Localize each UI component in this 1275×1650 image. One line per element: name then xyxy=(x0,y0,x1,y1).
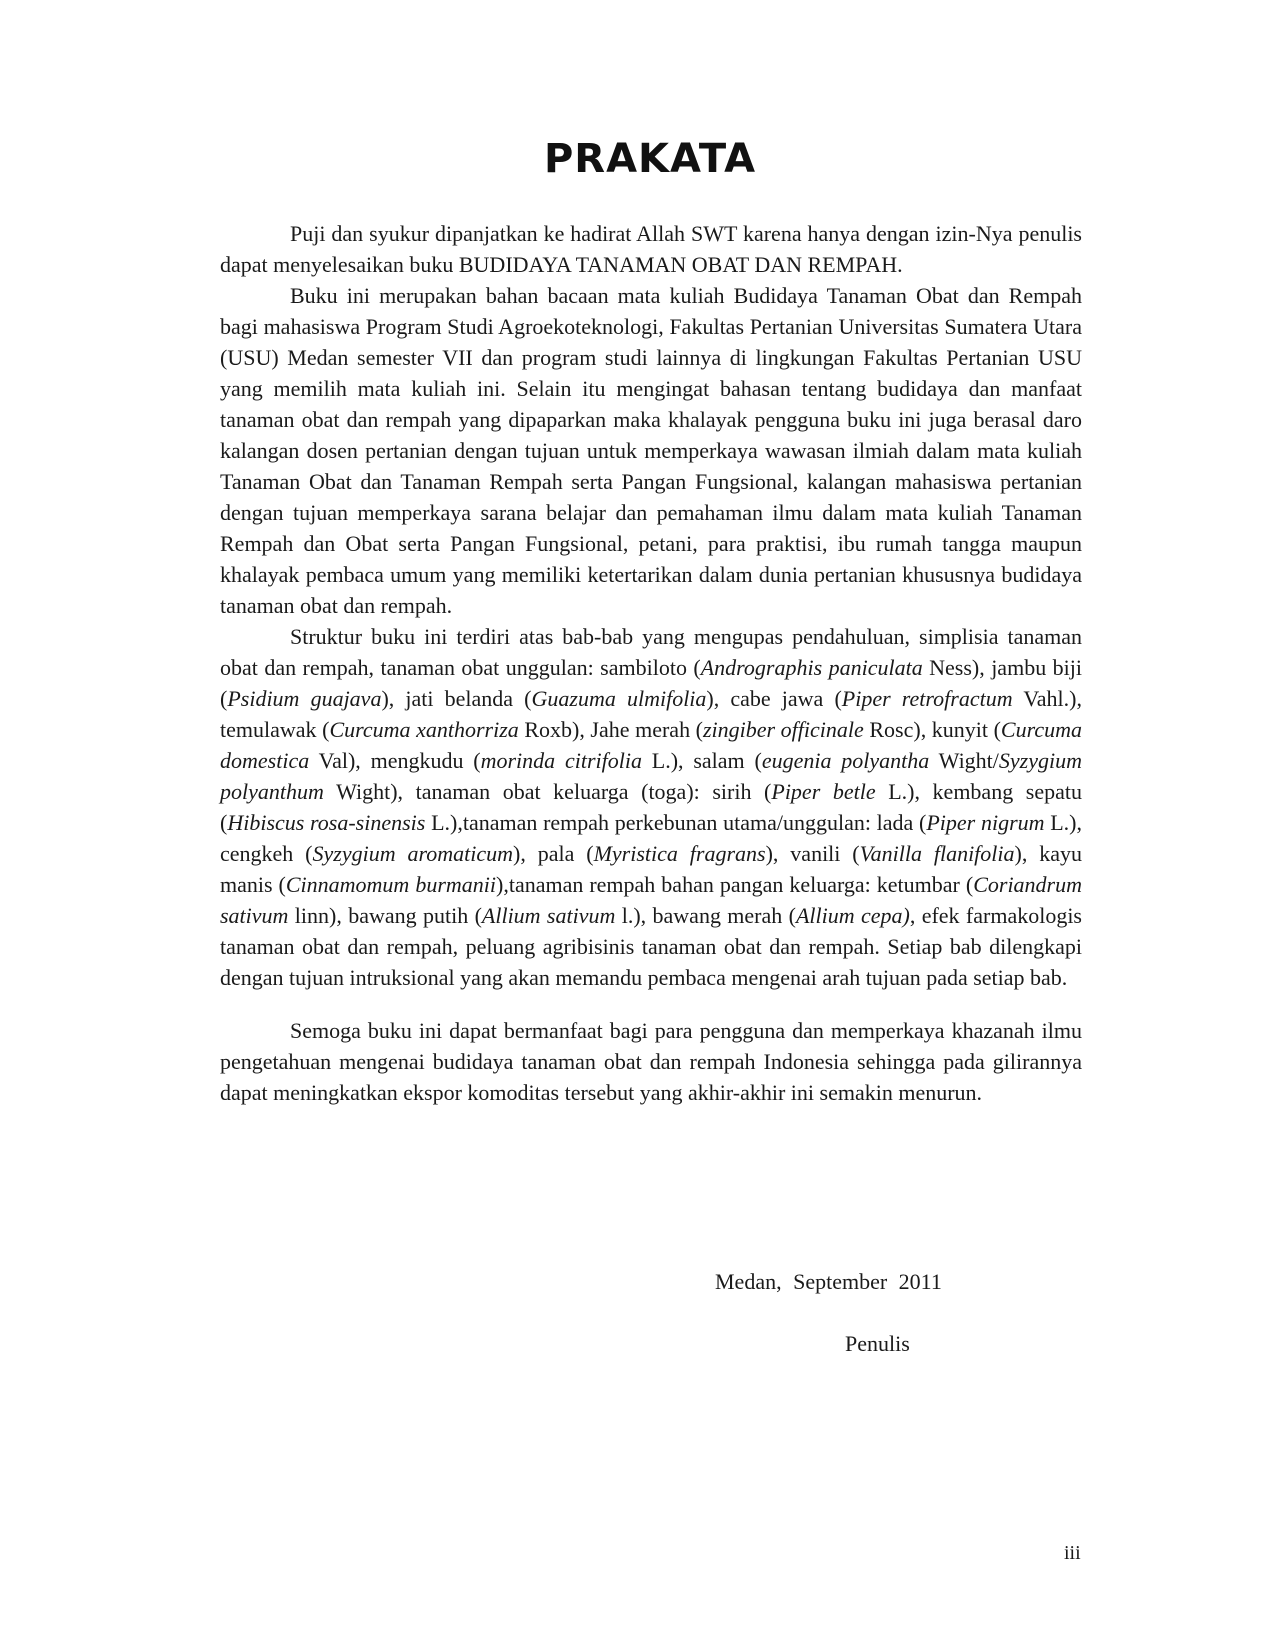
text-run: , efek farmakologis tanaman obat dan rempah, peluang agribisinis tanaman obat dan rempah. Setiap bab dilengkapi dengan tujuan intruksional yang akan memandu pembaca mengenai arah tujuan pada setiap bab. xyxy=(220,903,1082,990)
text-run: L.), kembang sepatu ( xyxy=(220,779,1082,835)
species-name: Myristica fragrans xyxy=(593,841,766,866)
species-name: Andrographis paniculata xyxy=(700,655,923,680)
text-run: Rosc), kunyit ( xyxy=(863,717,1001,742)
species-name: Coriandrum sativum xyxy=(220,872,1082,928)
species-name: Guazuma ulmifolia xyxy=(531,686,707,711)
paragraph-4: Semoga buku ini dapat bermanfaat bagi para pengguna dan memperkaya khazanah ilmu pengetahuan mengenai budidaya tanaman obat dan rempah Indonesia sehingga pada gilirannya dapat meningkatkan ekspor komoditas tersebut yang akhir-akhir ini semakin menurun. xyxy=(220,1018,1082,1105)
species-name: Allium cepa) xyxy=(795,903,910,928)
text-run: l.), bawang merah ( xyxy=(615,903,796,928)
paragraph-3 xyxy=(220,621,1082,993)
text-run: ), kayu manis ( xyxy=(220,841,1083,897)
text-run: ),tanaman rempah bahan pangan keluarga: ketumbar ( xyxy=(496,872,974,897)
text-run: L.), cengkeh ( xyxy=(220,810,1082,866)
text-run: Roxb), Jahe merah ( xyxy=(518,717,703,742)
text-run: Vahl.), temulawak ( xyxy=(220,686,1082,742)
text-run: ), vanili ( xyxy=(765,841,860,866)
species-name: Syzygium aromaticum xyxy=(312,841,514,866)
text-run: Struktur buku ini terdiri atas bab-bab yang mengupas pendahuluan, simplisia tanaman obat dan rempah, tanaman obat unggulan: sambiloto ( xyxy=(220,624,1082,680)
species-name: Piper retrofractum xyxy=(841,686,1013,711)
text-run: L.), salam ( xyxy=(641,748,762,773)
text-run: Val), mengkudu ( xyxy=(309,748,481,773)
species-name: Piper betle xyxy=(771,779,876,804)
text-run: L.),tanaman rempah perkebunan utama/unggulan: lada ( xyxy=(425,810,927,835)
text-run: ), jati belanda ( xyxy=(381,686,532,711)
text-run: linn), bawang putih ( xyxy=(288,903,482,928)
paragraph-2: Buku ini merupakan bahan bacaan mata kuliah Budidaya Tanaman Obat dan Rempah bagi mahasiswa Program Studi Agroekoteknologi, Fakultas Pertanian Universitas Sumatera Utara (USU) Medan semester VII dan program studi lainnya di lingkungan Fakultas Pertanian USU yang memilih mata kuliah ini. Selain itu mengingat bahasan tentang budidaya dan manfaat tanaman obat dan rempah yang dipaparkan maka khalayak pengguna buku ini juga berasal daro kalangan dosen pertanian dengan tujuan untuk memperkaya wawasan ilmiah dalam mata kuliah Tanaman Obat dan Tanaman Rempah serta Pangan Fungsional, kalangan mahasiswa pertanian dengan tujuan memperkaya sarana belajar dan pemahaman ilmu dalam mata kuliah Tanaman Rempah dan Obat serta Pangan Fungsional, petani, para praktisi, ibu rumah tangga maupun khalayak pembaca umum yang memiliki ketertarikan dalam dunia pertanian khususnya budidaya tanaman obat dan rempah. xyxy=(220,283,1082,618)
species-name: Curcuma domestica xyxy=(220,717,1082,773)
page-title: PRAKATA xyxy=(543,136,757,182)
text-run: Ness), jambu biji ( xyxy=(220,655,1082,711)
place-date: Medan, September 2011 xyxy=(715,1269,942,1294)
species-name: zingiber officinale xyxy=(702,717,864,742)
species-name: Syzygium polyanthum xyxy=(220,748,1082,804)
species-name: Hibiscus rosa-sinensis xyxy=(227,810,426,835)
species-name: Allium sativum xyxy=(481,903,616,928)
text-run: Wight), tanaman obat keluarga (toga): sirih ( xyxy=(323,779,772,804)
species-name: morinda citrifolia xyxy=(480,748,642,773)
page-number: iii xyxy=(1064,1542,1081,1564)
text-run: ), pala ( xyxy=(513,841,594,866)
text-run: ), cabe jawa ( xyxy=(706,686,842,711)
author-signature: Penulis xyxy=(845,1331,910,1356)
species-name: Psidium guajava xyxy=(227,686,382,711)
body-text xyxy=(220,218,1082,1108)
text-run: Wight/ xyxy=(929,748,999,773)
species-name: Piper nigrum xyxy=(926,810,1045,835)
species-name: eugenia polyantha xyxy=(761,748,930,773)
species-name: Cinnamomum burmanii xyxy=(285,872,496,897)
species-name: Curcuma xanthorriza xyxy=(329,717,519,742)
species-name: Vanilla flanifolia xyxy=(859,841,1015,866)
paragraph-1: Puji dan syukur dipanjatkan ke hadirat Allah SWT karena hanya dengan izin-Nya penulis dapat menyelesaikan buku BUDIDAYA TANAMAN OBAT DAN REMPAH. xyxy=(220,221,1082,277)
